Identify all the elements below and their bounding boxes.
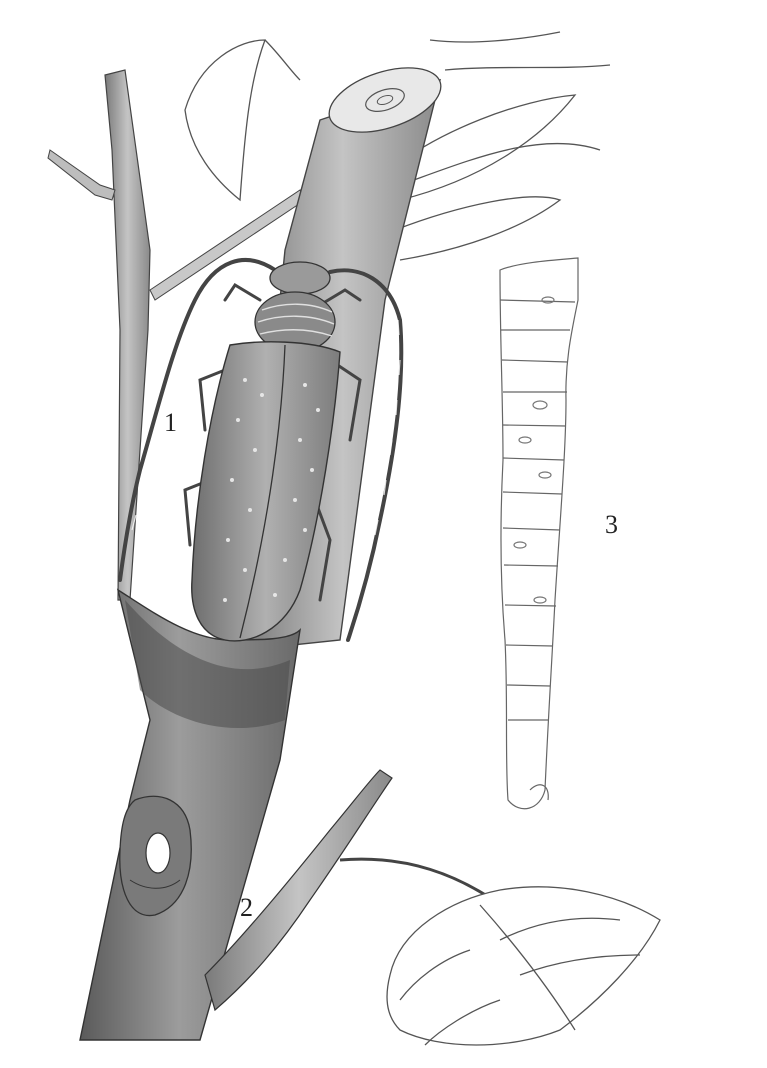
label-adult-beetle: 1	[164, 408, 177, 437]
left-twig	[48, 150, 115, 200]
beetle-head	[270, 262, 330, 294]
label-damage-branch: 2	[240, 893, 253, 922]
lower-leaf	[387, 887, 660, 1045]
label-larva: 3	[605, 510, 618, 539]
larva	[500, 258, 578, 809]
